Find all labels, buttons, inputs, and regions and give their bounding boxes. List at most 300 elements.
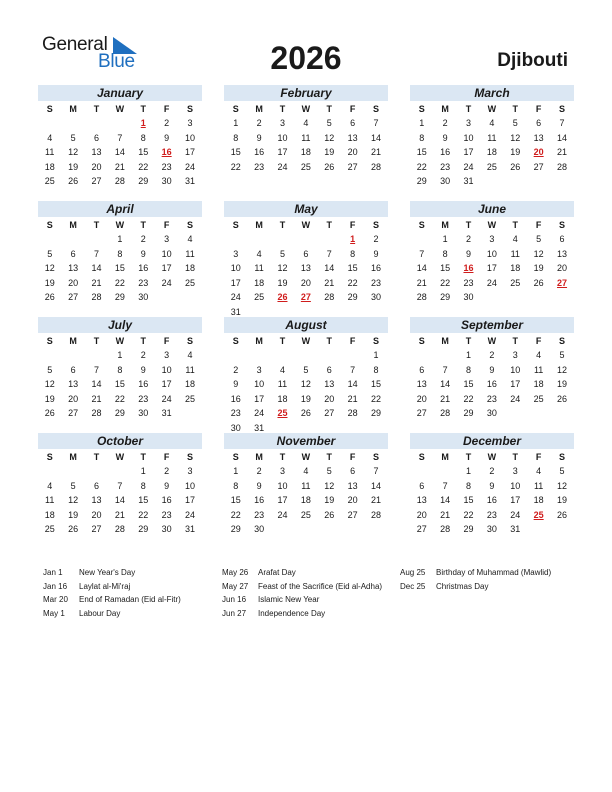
day-cell: 20 (557, 263, 568, 273)
day-cell: 15 (463, 495, 474, 505)
day-cell: 4 (279, 364, 285, 375)
weekday-header: M (255, 220, 263, 230)
weekday-header: T (140, 220, 146, 230)
weekday-header: S (418, 220, 425, 230)
day-cell: 29 (347, 292, 358, 302)
day-grid (224, 101, 388, 174)
day-cell: 29 (114, 408, 125, 418)
day-cell: 19 (324, 147, 335, 157)
day-cell: 3 (187, 466, 193, 476)
weekday-header: S (46, 220, 53, 230)
day-cell: 28 (114, 176, 125, 186)
day-cell: 17 (463, 147, 474, 157)
weekday-header: F (535, 220, 542, 230)
day-cell: 1 (233, 466, 239, 476)
day-cell: 27 (347, 509, 358, 520)
day-cell: 25 (300, 161, 311, 172)
weekday-header: T (512, 220, 518, 230)
day-cell: 6 (93, 480, 99, 491)
day-cell: 10 (510, 480, 521, 491)
empty-cell (224, 232, 247, 247)
day-cell: 18 (254, 277, 265, 288)
day-cell: 17 (486, 263, 497, 273)
day-cell: 16 (440, 147, 451, 157)
day-cell: 27 (324, 408, 335, 418)
empty-cell (433, 464, 456, 479)
holiday-date: Mar 20 (43, 595, 68, 604)
holiday-row (400, 566, 551, 580)
holiday-day-cell: 25 (277, 408, 288, 418)
day-cell: 30 (254, 524, 265, 534)
day-cell: 31 (254, 422, 265, 433)
day-cell: 21 (371, 147, 382, 157)
day-cell: 23 (440, 161, 451, 172)
weekday-header: S (46, 104, 53, 114)
day-cell: 8 (442, 248, 448, 259)
empty-cell (85, 116, 108, 131)
day-cell: 22 (347, 277, 358, 288)
day-cell: 1 (140, 466, 146, 476)
day-cell: 29 (138, 176, 149, 186)
day-cell: 28 (91, 292, 102, 302)
empty-cell (318, 348, 341, 363)
day-cell: 26 (510, 161, 521, 172)
holiday-day-cell: 1 (140, 118, 146, 128)
empty-cell (61, 232, 84, 247)
day-cell: 1 (442, 234, 448, 244)
empty-cell (61, 116, 84, 131)
day-cell: 5 (326, 466, 332, 476)
holiday-day-cell: 27 (557, 277, 568, 288)
day-cell: 14 (114, 495, 125, 505)
day-cell: 13 (416, 379, 427, 389)
day-cell: 15 (416, 147, 427, 157)
day-cell: 4 (536, 466, 542, 476)
day-cell: 29 (138, 524, 149, 534)
day-cell: 10 (486, 248, 497, 259)
month-title: November (224, 433, 388, 449)
empty-cell (61, 464, 84, 479)
weekday-header: F (163, 452, 170, 462)
country-name: Djibouti (497, 50, 568, 71)
empty-cell (85, 464, 108, 479)
day-cell: 8 (140, 480, 146, 491)
day-cell: 4 (256, 248, 262, 259)
day-cell: 13 (68, 379, 79, 389)
weekday-header: S (373, 336, 380, 346)
weekday-header: S (46, 336, 53, 346)
day-cell: 12 (44, 379, 55, 389)
weekday-header: F (535, 452, 542, 462)
day-cell: 2 (256, 466, 262, 476)
weekday-header: S (559, 104, 566, 114)
weekday-header: W (487, 104, 497, 114)
month-february (224, 85, 388, 174)
empty-cell (61, 348, 84, 363)
day-cell: 15 (230, 495, 241, 505)
day-cell: 27 (416, 524, 427, 534)
day-cell: 25 (486, 161, 497, 172)
day-cell: 25 (510, 277, 521, 288)
weekday-header: S (418, 104, 425, 114)
day-cell: 2 (140, 234, 146, 244)
day-cell: 6 (93, 132, 99, 143)
day-cell: 31 (510, 524, 521, 534)
day-cell: 27 (533, 161, 544, 172)
day-cell: 20 (68, 393, 79, 404)
day-cell: 16 (486, 495, 497, 505)
weekday-header: F (535, 336, 542, 346)
day-cell: 25 (44, 524, 55, 534)
day-grid (38, 101, 202, 189)
day-cell: 12 (68, 495, 79, 505)
day-cell: 27 (91, 176, 102, 186)
day-cell: 1 (117, 350, 123, 360)
day-cell: 10 (161, 364, 172, 375)
day-cell: 23 (161, 509, 172, 520)
day-cell: 10 (161, 248, 172, 259)
weekday-header: T (512, 452, 518, 462)
month-april (38, 201, 202, 305)
day-grid (410, 217, 574, 305)
day-cell: 8 (465, 364, 471, 375)
day-cell: 6 (303, 248, 309, 259)
day-cell: 20 (300, 277, 311, 288)
day-cell: 29 (463, 524, 474, 534)
day-cell: 24 (463, 161, 474, 172)
day-cell: 31 (185, 524, 196, 534)
day-cell: 2 (140, 350, 146, 360)
day-cell: 17 (185, 495, 196, 505)
logo-text-blue: Blue (98, 51, 135, 72)
day-cell: 23 (486, 393, 497, 404)
day-cell: 21 (557, 147, 568, 157)
day-cell: 4 (512, 234, 518, 244)
day-cell: 31 (185, 176, 196, 186)
weekday-header: T (465, 336, 472, 346)
day-cell: 24 (486, 277, 497, 288)
holiday-day-cell: 16 (463, 263, 474, 273)
day-cell: 27 (68, 408, 79, 418)
day-cell: 22 (416, 161, 427, 172)
empty-cell (341, 348, 364, 363)
day-cell: 17 (161, 379, 172, 389)
weekday-header: W (115, 104, 125, 114)
weekday-header: F (349, 104, 356, 114)
day-cell: 13 (324, 379, 335, 389)
holiday-row (43, 593, 181, 607)
day-cell: 11 (254, 263, 264, 273)
day-cell: 3 (512, 350, 518, 360)
empty-cell (433, 348, 456, 363)
weekday-header: S (232, 336, 239, 346)
holiday-name: Feast of the Sacrifice (Eid al-Adha) (258, 581, 383, 591)
day-cell: 20 (68, 277, 79, 288)
day-cell: 7 (93, 364, 99, 375)
day-cell: 1 (233, 118, 239, 128)
day-cell: 23 (161, 161, 172, 172)
empty-cell (271, 348, 294, 363)
weekday-header: T (326, 452, 332, 462)
day-cell: 22 (114, 277, 125, 288)
empty-cell (410, 232, 433, 247)
day-cell: 13 (347, 480, 358, 491)
day-cell: 31 (230, 306, 241, 317)
day-grid (224, 333, 388, 435)
day-cell: 8 (117, 364, 123, 375)
weekday-header: W (487, 336, 497, 346)
holiday-day-cell: 26 (277, 292, 288, 302)
day-cell: 20 (347, 147, 358, 157)
day-cell: 5 (70, 480, 76, 491)
day-cell: 8 (350, 248, 356, 259)
day-cell: 21 (91, 393, 102, 404)
month-title: June (410, 201, 574, 217)
day-cell: 20 (91, 509, 102, 520)
weekday-header: S (373, 220, 380, 230)
day-cell: 13 (347, 132, 358, 143)
day-cell: 16 (161, 495, 172, 505)
day-cell: 9 (140, 248, 146, 259)
day-cell: 13 (416, 495, 427, 505)
holiday-day-cell: 16 (161, 147, 172, 157)
month-may (224, 201, 388, 319)
day-cell: 18 (533, 495, 544, 505)
day-cell: 22 (463, 509, 474, 520)
day-cell: 28 (371, 509, 382, 520)
holiday-row (222, 593, 382, 607)
day-cell: 24 (161, 277, 172, 288)
day-cell: 15 (463, 379, 474, 389)
day-cell: 24 (254, 408, 265, 418)
weekday-header: S (232, 220, 239, 230)
weekday-header: T (465, 220, 472, 230)
day-cell: 8 (117, 248, 123, 259)
day-cell: 7 (419, 248, 425, 259)
holiday-date: May 26 (222, 568, 249, 577)
holiday-date: Jun 27 (222, 608, 247, 618)
day-cell: 18 (486, 147, 497, 157)
day-cell: 13 (68, 263, 79, 273)
day-cell: 25 (44, 176, 55, 186)
day-cell: 21 (416, 277, 427, 288)
holiday-date: Jan 1 (43, 568, 63, 577)
day-cell: 22 (138, 161, 149, 172)
day-cell: 29 (440, 292, 451, 302)
day-cell: 30 (138, 408, 149, 418)
day-cell: 25 (185, 393, 196, 404)
day-cell: 1 (465, 350, 471, 360)
day-cell: 15 (230, 147, 241, 157)
day-cell: 9 (256, 132, 262, 143)
weekday-header: T (93, 452, 100, 462)
day-cell: 18 (44, 509, 55, 520)
month-title: May (224, 201, 388, 217)
holiday-date: May 27 (222, 581, 249, 591)
day-cell: 5 (326, 118, 332, 128)
day-cell: 18 (533, 379, 544, 389)
day-cell: 17 (510, 495, 521, 505)
holiday-name: End of Ramadan (Eid al-Fitr) (79, 595, 181, 604)
holiday-name: Labour Day (79, 608, 121, 618)
day-cell: 28 (440, 524, 451, 534)
day-cell: 7 (373, 466, 379, 476)
day-cell: 28 (347, 408, 358, 418)
weekday-header: T (93, 104, 100, 114)
day-cell: 22 (371, 393, 382, 404)
empty-cell (410, 348, 433, 363)
day-cell: 24 (510, 393, 521, 404)
empty-cell (38, 464, 61, 479)
day-cell: 18 (510, 263, 521, 273)
empty-cell (294, 232, 317, 247)
day-cell: 28 (114, 524, 125, 534)
weekday-header: T (279, 336, 286, 346)
day-cell: 3 (256, 364, 262, 375)
day-cell: 7 (326, 248, 332, 259)
weekday-header: M (69, 336, 77, 346)
day-cell: 16 (138, 263, 149, 273)
day-cell: 26 (300, 408, 311, 418)
day-cell: 21 (347, 393, 358, 404)
day-cell: 28 (557, 161, 568, 172)
day-cell: 24 (185, 161, 196, 172)
weekday-header: S (187, 220, 194, 230)
day-cell: 10 (185, 480, 196, 491)
day-cell: 7 (442, 480, 448, 491)
day-cell: 6 (326, 364, 332, 375)
weekday-header: S (187, 104, 194, 114)
day-cell: 2 (164, 118, 170, 128)
weekday-header: T (93, 336, 100, 346)
day-cell: 11 (45, 147, 55, 157)
day-cell: 30 (371, 292, 382, 302)
day-cell: 13 (91, 495, 102, 505)
day-cell: 29 (230, 524, 241, 534)
day-cell: 2 (373, 234, 379, 244)
day-cell: 21 (114, 509, 125, 520)
day-cell: 29 (114, 292, 125, 302)
month-title: September (410, 317, 574, 333)
day-cell: 15 (440, 263, 451, 273)
day-cell: 14 (440, 379, 451, 389)
day-cell: 17 (161, 263, 172, 273)
day-cell: 14 (557, 132, 568, 143)
weekday-header: S (559, 220, 566, 230)
month-title: July (38, 317, 202, 333)
day-cell: 2 (233, 364, 239, 375)
day-cell: 13 (91, 147, 102, 157)
day-cell: 14 (440, 495, 451, 505)
day-cell: 30 (440, 176, 451, 186)
empty-cell (410, 464, 433, 479)
day-cell: 4 (489, 118, 495, 128)
day-cell: 26 (557, 509, 568, 520)
day-cell: 12 (510, 132, 521, 143)
day-cell: 23 (230, 408, 241, 418)
weekday-header: S (418, 336, 425, 346)
day-cell: 30 (486, 524, 497, 534)
day-cell: 20 (416, 509, 427, 520)
day-cell: 12 (557, 480, 568, 491)
day-cell: 11 (185, 248, 195, 259)
day-cell: 5 (279, 248, 285, 259)
weekday-header: W (115, 452, 125, 462)
weekday-header: M (69, 452, 77, 462)
day-cell: 23 (138, 393, 149, 404)
day-cell: 31 (463, 176, 474, 186)
day-cell: 15 (347, 263, 358, 273)
day-cell: 11 (277, 379, 288, 389)
weekday-header: W (115, 220, 125, 230)
weekday-header: S (559, 452, 566, 462)
day-cell: 3 (465, 118, 471, 128)
day-cell: 3 (187, 118, 193, 128)
weekday-header: W (301, 104, 311, 114)
day-cell: 1 (419, 118, 425, 128)
weekday-header: M (441, 452, 449, 462)
day-cell: 20 (324, 393, 335, 404)
day-cell: 14 (371, 132, 382, 143)
day-grid (224, 449, 388, 537)
day-cell: 11 (301, 480, 311, 491)
day-cell: 22 (138, 509, 149, 520)
day-cell: 30 (138, 292, 149, 302)
day-cell: 25 (254, 292, 265, 302)
day-cell: 12 (533, 248, 544, 259)
day-cell: 18 (300, 495, 311, 505)
day-cell: 21 (324, 277, 335, 288)
day-cell: 6 (350, 466, 356, 476)
day-cell: 14 (416, 263, 427, 273)
weekday-header: S (373, 104, 380, 114)
day-cell: 16 (254, 495, 265, 505)
day-cell: 26 (324, 509, 335, 520)
day-cell: 2 (164, 466, 170, 476)
day-cell: 20 (416, 393, 427, 404)
day-cell: 3 (512, 466, 518, 476)
day-cell: 28 (440, 408, 451, 418)
weekday-header: S (187, 336, 194, 346)
day-cell: 26 (44, 292, 55, 302)
holiday-row (43, 607, 181, 621)
day-cell: 19 (510, 147, 521, 157)
weekday-header: M (255, 104, 263, 114)
month-july (38, 317, 202, 421)
day-cell: 27 (347, 161, 358, 172)
weekday-header: M (255, 452, 263, 462)
day-cell: 12 (300, 379, 311, 389)
day-cell: 27 (416, 408, 427, 418)
day-cell: 28 (324, 292, 335, 302)
day-cell: 4 (303, 466, 309, 476)
day-cell: 10 (185, 132, 196, 143)
day-grid (410, 101, 574, 189)
day-cell: 2 (256, 118, 262, 128)
day-cell: 13 (557, 248, 568, 259)
day-cell: 26 (533, 277, 544, 288)
day-cell: 3 (233, 248, 239, 259)
empty-cell (224, 348, 247, 363)
day-cell: 4 (47, 132, 53, 143)
day-cell: 4 (187, 234, 193, 244)
day-cell: 9 (373, 248, 379, 259)
day-cell: 14 (324, 263, 335, 273)
day-cell: 23 (254, 509, 265, 520)
day-cell: 6 (70, 364, 76, 375)
holiday-row (222, 607, 382, 621)
day-cell: 19 (44, 393, 55, 404)
